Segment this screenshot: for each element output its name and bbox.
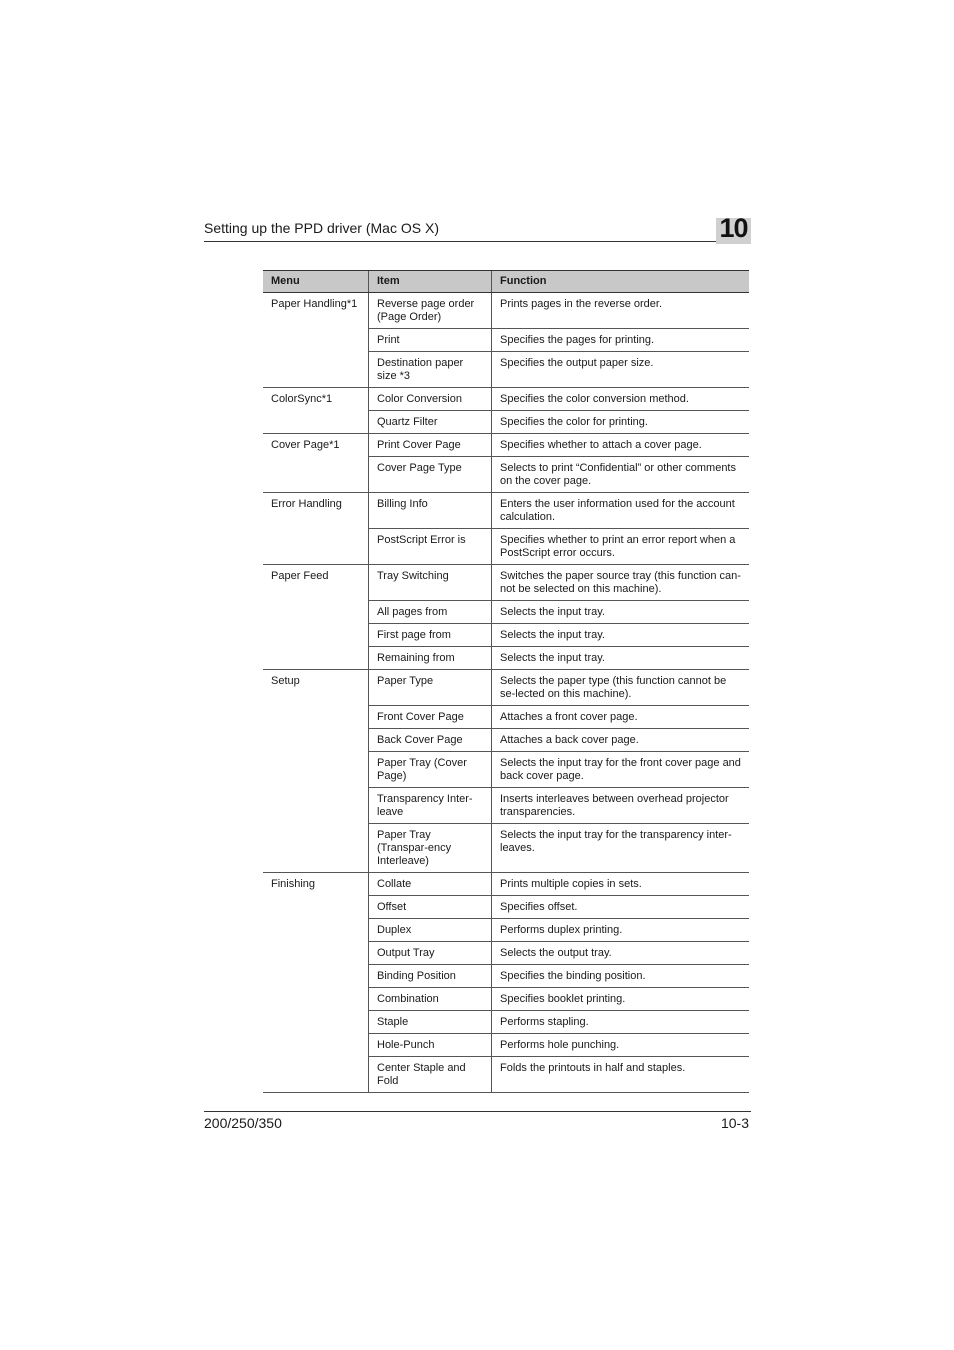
function-cell: Selects the input tray for the front cover page and back cover page. [492, 752, 750, 788]
function-cell: Specifies booklet printing. [492, 988, 750, 1011]
item-cell: Center Staple and Fold [369, 1057, 492, 1093]
function-cell: Inserts interleaves between overhead projector transparencies. [492, 788, 750, 824]
function-cell: Attaches a back cover page. [492, 729, 750, 752]
item-cell: Front Cover Page [369, 706, 492, 729]
item-cell: Color Conversion [369, 388, 492, 411]
item-cell: Hole-Punch [369, 1034, 492, 1057]
item-cell: First page from [369, 624, 492, 647]
function-cell: Specifies offset. [492, 896, 750, 919]
item-cell: Paper Tray (Transpar-ency Interleave) [369, 824, 492, 873]
item-cell: Billing Info [369, 493, 492, 529]
item-cell: Quartz Filter [369, 411, 492, 434]
item-cell: Output Tray [369, 942, 492, 965]
menu-function-table [263, 270, 749, 1093]
function-cell: Attaches a front cover page. [492, 706, 750, 729]
function-cell: Folds the printouts in half and staples. [492, 1057, 750, 1093]
item-cell: Remaining from [369, 647, 492, 670]
item-cell: Transparency Inter-leave [369, 788, 492, 824]
function-cell: Specifies the color for printing. [492, 411, 750, 434]
item-cell: Print Cover Page [369, 434, 492, 457]
function-cell: Performs hole punching. [492, 1034, 750, 1057]
item-cell: PostScript Error is [369, 529, 492, 565]
table-row [263, 670, 749, 706]
table-body [263, 293, 749, 1093]
function-cell: Selects the paper type (this function cannot be se-lected on this machine). [492, 670, 750, 706]
function-cell: Specifies whether to print an error report when a PostScript error occurs. [492, 529, 750, 565]
function-cell: Specifies the color conversion method. [492, 388, 750, 411]
item-cell: Reverse page order (Page Order) [369, 293, 492, 329]
menu-cell: ColorSync*1 [263, 388, 369, 434]
column-header-menu: Menu [263, 271, 369, 293]
function-cell: Enters the user information used for the account calculation. [492, 493, 750, 529]
item-cell: Tray Switching [369, 565, 492, 601]
menu-cell: Setup [263, 670, 369, 873]
column-header-function: Function [492, 271, 750, 293]
function-cell: Selects the input tray. [492, 601, 750, 624]
item-cell: Destination paper size *3 [369, 352, 492, 388]
item-cell: Duplex [369, 919, 492, 942]
item-cell: Print [369, 329, 492, 352]
item-cell: Paper Type [369, 670, 492, 706]
function-cell: Selects the input tray. [492, 647, 750, 670]
function-cell: Prints pages in the reverse order. [492, 293, 750, 329]
menu-cell: Error Handling [263, 493, 369, 565]
menu-cell: Cover Page*1 [263, 434, 369, 493]
function-cell: Selects the input tray. [492, 624, 750, 647]
footer-page-number: 10-3 [720, 1115, 749, 1131]
column-header-item: Item [369, 271, 492, 293]
item-cell: Cover Page Type [369, 457, 492, 493]
menu-cell: Paper Feed [263, 565, 369, 670]
item-cell: Offset [369, 896, 492, 919]
item-cell: Paper Tray (Cover Page) [369, 752, 492, 788]
menu-cell: Finishing [263, 873, 369, 1093]
table-row [263, 493, 749, 529]
function-cell: Specifies the binding position. [492, 965, 750, 988]
function-cell: Prints multiple copies in sets. [492, 873, 750, 896]
item-cell: Collate [369, 873, 492, 896]
footer-model-number: 200/250/350 [204, 1115, 282, 1131]
table-row [263, 565, 749, 601]
item-cell: Staple [369, 1011, 492, 1034]
function-cell: Specifies the pages for printing. [492, 329, 750, 352]
function-cell: Specifies the output paper size. [492, 352, 750, 388]
item-cell: Combination [369, 988, 492, 1011]
item-cell: Binding Position [369, 965, 492, 988]
function-cell: Performs duplex printing. [492, 919, 750, 942]
function-cell: Switches the paper source tray (this function can-not be selected on this machine). [492, 565, 750, 601]
item-cell: Back Cover Page [369, 729, 492, 752]
function-cell: Selects the output tray. [492, 942, 750, 965]
menu-cell: Paper Handling*1 [263, 293, 369, 388]
table-row [263, 388, 749, 411]
function-cell: Performs stapling. [492, 1011, 750, 1034]
function-cell: Specifies whether to attach a cover page. [492, 434, 750, 457]
chapter-number: 10 [719, 213, 748, 243]
function-cell: Selects the input tray for the transparency inter-leaves. [492, 824, 750, 873]
item-cell: All pages from [369, 601, 492, 624]
table-row [263, 873, 749, 896]
footer-divider [204, 1111, 751, 1112]
header-divider [204, 241, 751, 242]
function-cell: Selects to print “Confidential” or other comments on the cover page. [492, 457, 750, 493]
table-row [263, 293, 749, 329]
page-header-title: Setting up the PPD driver (Mac OS X) [204, 220, 439, 236]
table-row [263, 434, 749, 457]
table-header-row [263, 271, 749, 293]
